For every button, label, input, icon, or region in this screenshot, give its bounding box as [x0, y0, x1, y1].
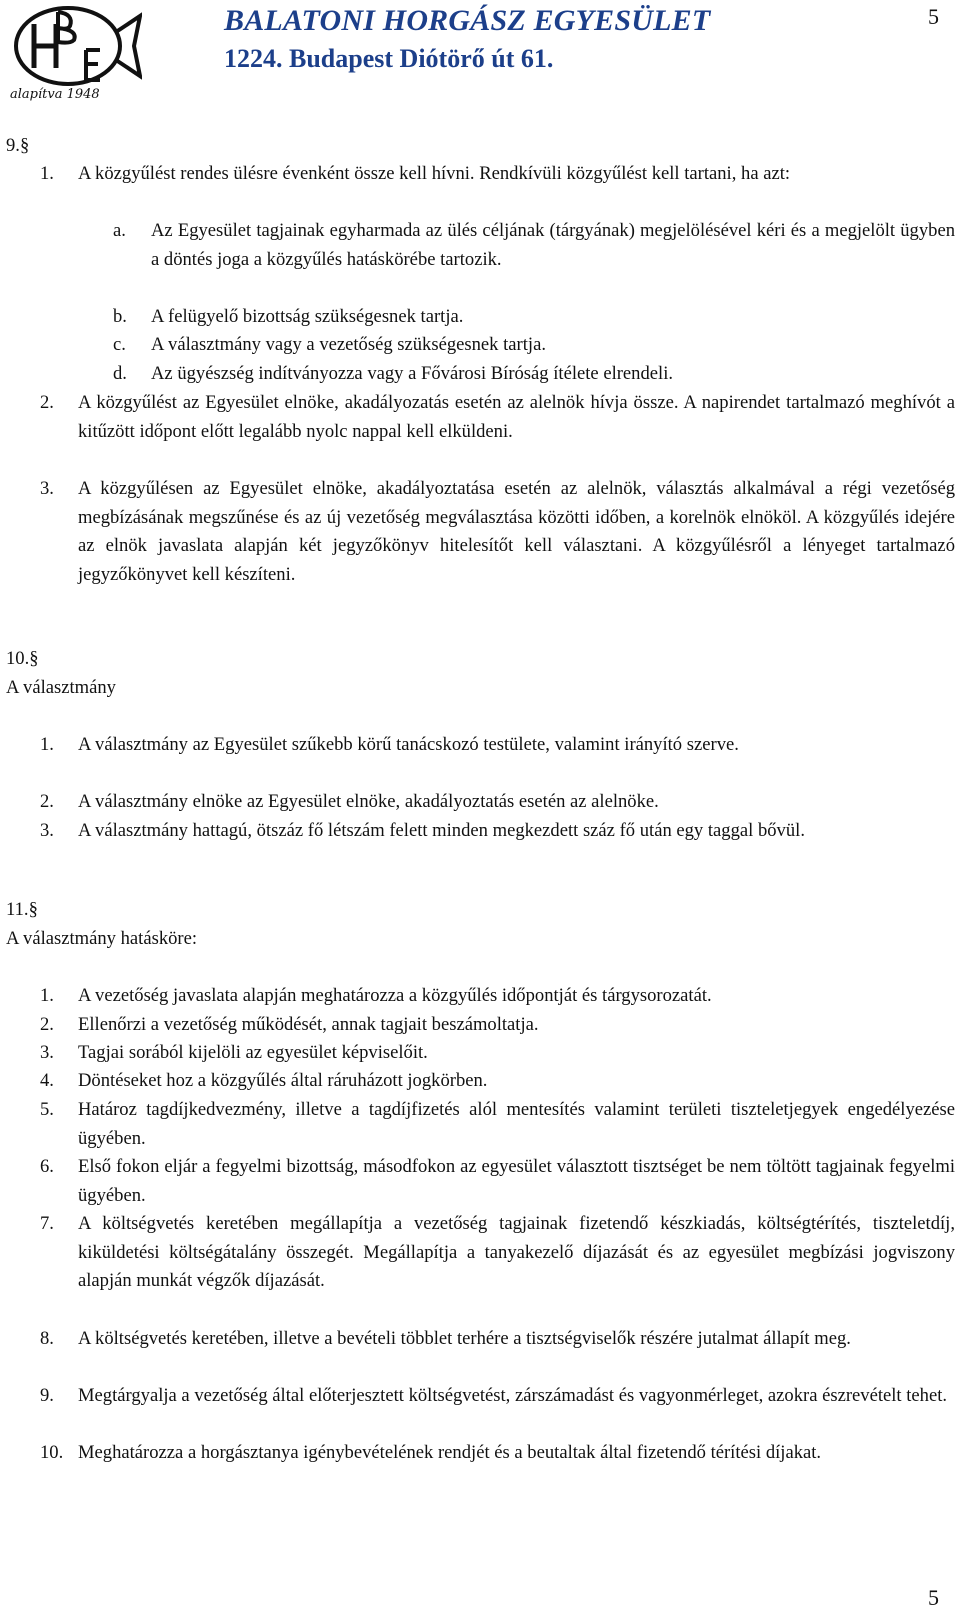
item-text: A költségvetés keretében megállapítja a vezetőség tagjainak fizetendő készkiadás, költségtérítés, tiszteletdíj, kiküldetési költségátalány összegét. Megállapítja a tanyakezelő díjazását és az egyesület megbízási jogviszony alapján munkát végzők díjazását. [78, 1213, 955, 1292]
sub-item-text: Az Egyesület tagjainak egyharmada az ülés céljának (tárgyának) megjelölésével kéri és a megjelölt ügyben a döntés joga a közgyűlés hatáskörébe tartozik. [151, 220, 955, 270]
sub-item [113, 331, 955, 360]
list-item [40, 1039, 955, 1068]
item-number: 3. [40, 1042, 54, 1063]
item-number: 3. [40, 820, 54, 841]
section-number: 10. [6, 648, 30, 669]
list-item [40, 1011, 955, 1040]
section-heading-11 [6, 896, 38, 925]
sub-item [113, 360, 955, 389]
list-item [40, 1153, 955, 1210]
section-number: 11. [6, 899, 29, 920]
item-number: 6. [40, 1156, 54, 1177]
page-header [0, 0, 960, 110]
item-text: A közgyűlésen az Egyesület elnöke, akadályoztatása esetén az alelnök, választás alkalmával a régi vezetőség megbízásának megszűnése és az új vezetőség megválasztása közötti időben, a korelnök elnököl. A közgyűlés idejére az elnök javaslata alapján két jegyzőkönyv hitelesítőt kell választani. A közgyűlésről a lényeget tartalmazó jegyzőkönyvet kell készíteni. [78, 478, 955, 585]
list-item [40, 160, 955, 189]
paragraph-sign: § [28, 899, 38, 920]
list-item [40, 1382, 955, 1411]
item-text: A vezetőség javaslata alapján meghatározza a közgyűlés időpontját és tárgysorozatát. [78, 985, 712, 1006]
list-item [40, 1439, 955, 1468]
paragraph-sign: § [19, 135, 30, 156]
section-title: A választmány [6, 677, 116, 698]
item-text: Első fokon eljár a fegyelmi bizottság, másodfokon az egyesület választott tisztséget be nem töltött tagjainak fegyelmi ügyében. [78, 1156, 955, 1206]
item-text: A közgyűlést az Egyesület elnöke, akadályozatás esetén az alelnök hívja össze. A napirendet tartalmazó meghívót a kitűzött időpont előtt legalább nyolc nappal kell elküldeni. [78, 392, 955, 442]
page-number-bottom: 5 [928, 1585, 939, 1610]
item-text: Tagjai sorából kijelöli az egyesület képviselőit. [78, 1042, 428, 1063]
item-number: 2. [40, 791, 54, 812]
sub-item-text: Az ügyészség indítványozza vagy a Fővárosi Bíróság ítélete elrendeli. [151, 363, 674, 384]
sub-item-letter: b. [113, 306, 127, 327]
item-number: 9. [40, 1385, 54, 1406]
item-text: A közgyűlést rendes ülésre évenként össze kell hívni. Rendkívüli közgyűlést kell tartani, ha azt: [78, 163, 791, 184]
item-number: 2. [40, 392, 54, 413]
list-item [40, 1210, 955, 1296]
item-text: Határoz tagdíjkedvezmény, illetve a tagdíjfizetés alól mentesítés valamint területi tiszteletjegyek engedélyezése ügyében. [78, 1099, 955, 1149]
item-number: 1. [40, 985, 54, 1006]
sub-item-letter: a. [113, 220, 126, 241]
item-text: A költségvetés keretében, illetve a bevételi többlet terhére a tisztségviselők részére jutalmat állapít meg. [78, 1328, 851, 1349]
item-number: 4. [40, 1070, 54, 1091]
section-heading-9 [6, 132, 29, 161]
item-number: 8. [40, 1328, 54, 1349]
svg-text:alapítva 1948: alapítva 1948 [10, 87, 100, 102]
item-text: Döntéseket hoz a közgyűlés által ráruházott jogkörben. [78, 1070, 488, 1091]
list-item [40, 817, 955, 846]
item-number: 1. [40, 734, 54, 755]
list-item [40, 1096, 955, 1153]
sub-item-text: A felügyelő bizottság szükségesnek tartja. [151, 306, 464, 327]
list-item [40, 1325, 955, 1354]
item-number: 5. [40, 1099, 54, 1120]
list-item [40, 1067, 955, 1096]
sub-item [113, 303, 955, 332]
item-text: Meghatározza a horgásztanya igénybevételének rendjét és a beutaltak által fizetendő térítési díjakat. [78, 1442, 822, 1463]
section-heading-10 [6, 645, 39, 674]
item-text: A választmány hattagú, ötszáz fő létszám felett minden megkezdett száz fő után egy taggal bővül. [78, 820, 805, 841]
organization-address: 1224. Budapest Diótörő út 61. [224, 44, 554, 73]
item-number: 10. [40, 1442, 64, 1463]
list-item [40, 475, 955, 589]
item-text: A választmány elnöke az Egyesület elnöke, akadályoztatás esetén az alelnöke. [78, 791, 659, 812]
page-number-top: 5 [928, 4, 939, 29]
fish-emblem-icon [4, 2, 142, 102]
item-number: 2. [40, 1014, 54, 1035]
list-item [40, 982, 955, 1011]
section-number: 9. [6, 135, 20, 156]
paragraph-sign: § [29, 648, 39, 669]
list-item [40, 788, 955, 817]
sub-item-letter: c. [113, 334, 126, 355]
sub-item-letter: d. [113, 363, 127, 384]
item-text: Ellenőrzi a vezetőség működését, annak tagjait beszámoltatja. [78, 1014, 539, 1035]
item-number: 3. [40, 478, 54, 499]
club-logo [4, 2, 142, 102]
item-number: 1. [40, 163, 54, 184]
item-text: A választmány az Egyesület szűkebb körű tanácskozó testülete, valamint irányító szerve. [78, 734, 739, 755]
organization-name: BALATONI HORGÁSZ EGYESÜLET [224, 4, 711, 37]
list-item [40, 731, 955, 760]
sub-item-text: A választmány vagy a vezetőség szükségesnek tartja. [151, 334, 546, 355]
section-title: A választmány hatásköre: [6, 928, 198, 949]
item-number: 7. [40, 1213, 54, 1234]
item-text: Megtárgyalja a vezetőség által előterjesztett költségvetést, zárszámadást és vagyonmérleget, azokra észrevételt tehet. [78, 1385, 948, 1406]
sub-item [113, 217, 955, 274]
list-item [40, 389, 955, 446]
